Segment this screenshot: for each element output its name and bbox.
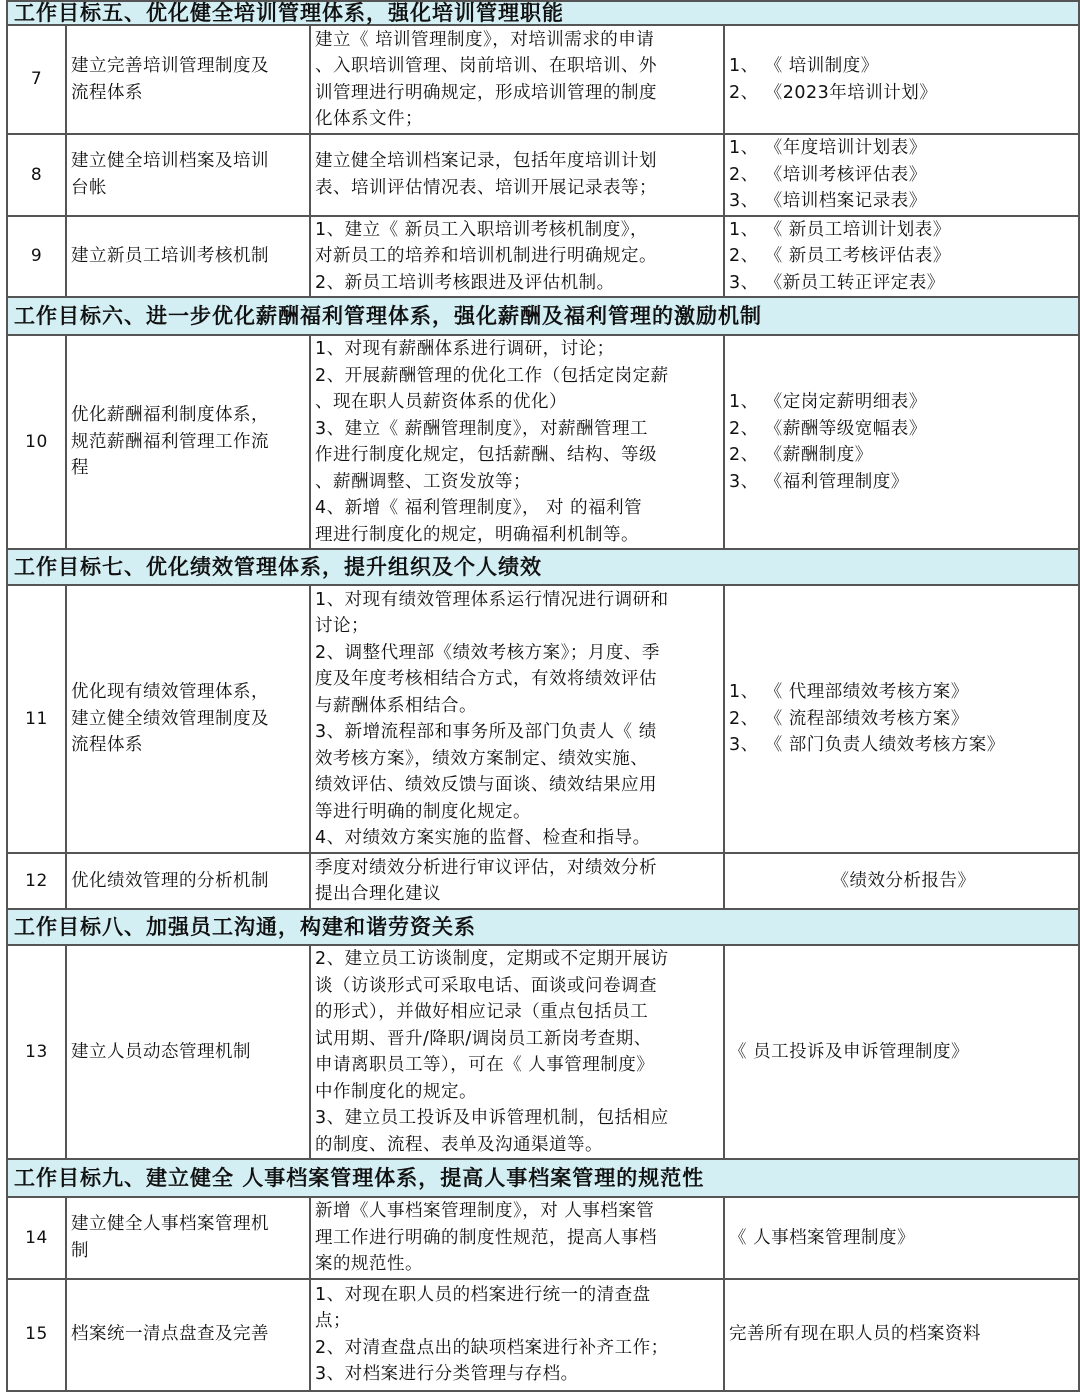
task-name: 建立健全人事档案管理机 制 <box>66 1197 310 1279</box>
table-row <box>7 945 1079 1159</box>
row-number: 15 <box>7 1279 66 1391</box>
task-output: 《绩效分析报告》 <box>724 853 1079 909</box>
task-name: 建立新员工培训考核机制 <box>66 216 310 298</box>
task-output: 完善所有现在职人员的档案资料 <box>724 1279 1079 1391</box>
section-header-goal-6 <box>7 297 1079 335</box>
task-name: 建立健全培训档案及培训 台帐 <box>66 134 310 216</box>
section-header-goal-9 <box>7 1159 1079 1197</box>
row-number: 12 <box>7 853 66 909</box>
row-number: 13 <box>7 945 66 1159</box>
task-name: 档案统一清点盘查及完善 <box>66 1279 310 1391</box>
task-description: 建立《 培训管理制度》，对培训需求的申请 、入职培训管理、岗前培训、在职培训、外 训管理进行明确规定，形成培训管理的制度 化体系文件； <box>310 25 724 134</box>
section-header-goal-7 <box>7 549 1079 585</box>
work-goals-table <box>6 0 1080 1392</box>
table-row <box>7 335 1079 549</box>
task-description: 新增《人事档案管理制度》，对 人事档案管 理工作进行明确的制度性规范，提高人事档 案的规范性。 <box>310 1197 724 1279</box>
task-description: 1、对现在职人员的档案进行统一的清查盘 点； 2、对清查盘点出的缺项档案进行补齐工作； 3、对档案进行分类管理与存档。 <box>310 1279 724 1391</box>
table-row <box>7 1197 1079 1279</box>
table-row <box>7 1279 1079 1391</box>
section-header-goal-8 <box>7 909 1079 945</box>
task-output: 《 人事档案管理制度》 <box>724 1197 1079 1279</box>
task-output: 1、 《 新员工培训计划表》 2、 《 新员工考核评估表》 3、 《新员工转正评定表》 <box>724 216 1079 298</box>
task-description: 季度对绩效分析进行审议评估，对绩效分析 提出合理化建议 <box>310 853 724 909</box>
task-output: 1、 《 代理部绩效考核方案》 2、 《 流程部绩效考核方案》 3、 《 部门负责人绩效考核方案》 <box>724 585 1079 853</box>
table-row <box>7 134 1079 216</box>
table-row <box>7 216 1079 298</box>
task-name: 建立人员动态管理机制 <box>66 945 310 1159</box>
task-name: 建立完善培训管理制度及 流程体系 <box>66 25 310 134</box>
task-output: 1、 《定岗定薪明细表》 2、 《薪酬等级宽幅表》 2、 《薪酬制度》 3、 《福利管理制度》 <box>724 335 1079 549</box>
section-title: 工作目标九、建立健全 人事档案管理体系，提高人事档案管理的规范性 <box>7 1159 1079 1197</box>
row-number: 9 <box>7 216 66 298</box>
task-description: 1、对现有绩效管理体系运行情况进行调研和 讨论； 2、调整代理部《绩效考核方案》；月度、季 度及年度考核相结合方式，有效将绩效评估 与薪酬体系相结合。 3、新增流程部和事务所及部门负责人《 绩 效考核方案》，绩效方案制定、绩效实施、 绩效评估、绩效反馈与面谈、绩效结果应用 等进行明确的制度化规定。 4、对绩效方案实施的监督、检查和指导。 <box>310 585 724 853</box>
task-description: 2、建立员工访谈制度，定期或不定期开展访 谈（访谈形式可采取电话、面谈或问卷调查 的形式），并做好相应记录（重点包括员工 试用期、晋升/降职/调岗员工新岗考查期、 申请离职员工等），可在《 人事管理制度》 中作制度化的规定。 3、建立员工投诉及申诉管理机制，包括相应 的制度、流程、表单及沟通渠道等。 <box>310 945 724 1159</box>
section-title: 工作目标六、进一步优化薪酬福利管理体系，强化薪酬及福利管理的激励机制 <box>7 297 1079 335</box>
row-number: 10 <box>7 335 66 549</box>
task-output: 1、 《年度培训计划表》 2、 《培训考核评估表》 3、 《培训档案记录表》 <box>724 134 1079 216</box>
row-number: 7 <box>7 25 66 134</box>
section-title: 工作目标八、加强员工沟通，构建和谐劳资关系 <box>7 909 1079 945</box>
row-number: 14 <box>7 1197 66 1279</box>
table-row <box>7 853 1079 909</box>
section-title: 工作目标七、优化绩效管理体系，提升组织及个人绩效 <box>7 549 1079 585</box>
row-number: 8 <box>7 134 66 216</box>
task-description: 建立健全培训档案记录，包括年度培训计划 表、培训评估情况表、培训开展记录表等； <box>310 134 724 216</box>
row-number: 11 <box>7 585 66 853</box>
task-description: 1、对现有薪酬体系进行调研，讨论； 2、开展薪酬管理的优化工作（包括定岗定薪 、现在职人员薪资体系的优化） 3、建立《 薪酬管理制度》，对薪酬管理工 作进行制度化规定，包括薪酬、结构、等级 、薪酬调整、工资发放等； 4、新增《 福利管理制度》， 对 的福利管 理进行制度化的规定，明确福利机制等。 <box>310 335 724 549</box>
task-name: 优化现有绩效管理体系， 建立健全绩效管理制度及 流程体系 <box>66 585 310 853</box>
table-row <box>7 585 1079 853</box>
task-output: 《 员工投诉及申诉管理制度》 <box>724 945 1079 1159</box>
task-description: 1、建立《 新员工入职培训考核机制度》， 对新员工的培养和培训机制进行明确规定。 2、新员工培训考核跟进及评估机制。 <box>310 216 724 298</box>
section-header-goal-5 <box>7 1 1079 25</box>
task-name: 优化薪酬福利制度体系， 规范薪酬福利管理工作流 程 <box>66 335 310 549</box>
task-name: 优化绩效管理的分析机制 <box>66 853 310 909</box>
section-title: 工作目标五、优化健全培训管理体系，强化培训管理职能 <box>7 1 1079 25</box>
table-row <box>7 25 1079 134</box>
task-output: 1、 《 培训制度》 2、 《2023年培训计划》 <box>724 25 1079 134</box>
